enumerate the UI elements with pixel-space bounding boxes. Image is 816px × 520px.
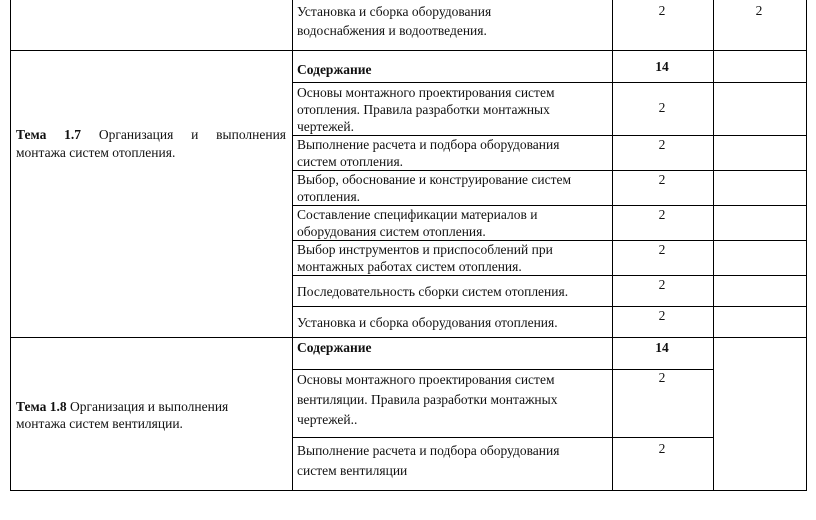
column-divider-level xyxy=(713,0,714,491)
topic-title-line: монтажа систем отопления. xyxy=(16,145,176,160)
content-label: Содержание xyxy=(297,340,372,355)
list-item-line: Основы монтажного проектирования систем xyxy=(297,372,555,387)
list-item-line: систем отопления. xyxy=(297,154,404,169)
table-border-right xyxy=(806,0,807,491)
row-level: 2 xyxy=(755,3,763,18)
topic-number: Тема 1.8 xyxy=(16,399,67,414)
row-separator xyxy=(292,306,807,307)
topic-title-line xyxy=(16,398,228,416)
topic-title-line xyxy=(16,126,286,144)
list-item-hours: 2 xyxy=(658,242,666,257)
content-label: Содержание xyxy=(297,62,372,77)
row-separator xyxy=(10,50,807,51)
row-text-line: водоснабжения и водоотведения. xyxy=(297,23,487,38)
list-item-line: Установка и сборка оборудования отопления. xyxy=(297,315,558,330)
row-text-line: Установка и сборка оборудования xyxy=(297,4,492,19)
list-item-hours: 2 xyxy=(658,308,666,323)
topic-title-line: монтажа систем вентиляции. xyxy=(16,416,183,431)
topic-title-text: Организация и выполнения xyxy=(98,127,286,142)
list-item-line: Составление спецификации материалов и xyxy=(297,207,538,222)
content-total-hours: 14 xyxy=(655,340,669,355)
table-border-left xyxy=(10,0,11,491)
list-item-line: оборудования систем отопления. xyxy=(297,224,486,239)
column-divider-topic xyxy=(292,0,293,491)
list-item-line: Выполнение расчета и подбора оборудования xyxy=(297,137,560,152)
row-hours: 2 xyxy=(658,3,666,18)
list-item-line: Выбор, обоснование и конструирование систем xyxy=(297,172,572,187)
list-item-hours: 2 xyxy=(658,207,666,222)
list-item-hours: 2 xyxy=(658,370,666,385)
list-item-line: Основы монтажного проектирования систем xyxy=(297,85,555,100)
row-separator xyxy=(10,337,807,338)
row-separator xyxy=(292,437,713,438)
list-item-line: чертежей. xyxy=(297,119,354,134)
list-item-line: систем вентиляции xyxy=(297,463,408,478)
list-item-line: монтажных работах систем отопления. xyxy=(297,259,522,274)
list-item-line: чертежей.. xyxy=(297,412,358,427)
list-item-line: Выполнение расчета и подбора оборудования xyxy=(297,443,560,458)
list-item-line: отопления. xyxy=(297,189,361,204)
list-item-hours: 2 xyxy=(658,277,666,292)
list-item-line: Выбор инструментов и приспособлений при xyxy=(297,242,553,257)
list-item-hours: 2 xyxy=(658,441,666,456)
table-border-bottom xyxy=(10,490,807,491)
list-item-hours: 2 xyxy=(658,100,666,115)
topic-title-text: Организация и выполнения xyxy=(69,399,229,414)
list-item-line: отопления. Правила разработки монтажных xyxy=(297,102,550,117)
list-item-hours: 2 xyxy=(658,172,666,187)
content-total-hours: 14 xyxy=(655,59,669,74)
list-item-hours: 2 xyxy=(658,137,666,152)
topic-number: Тема 1.7 xyxy=(16,127,82,142)
row-separator xyxy=(292,82,807,83)
list-item-line: вентиляции. Правила разработки монтажных xyxy=(297,392,558,407)
list-item-line: Последовательность сборки систем отопления. xyxy=(297,284,569,299)
